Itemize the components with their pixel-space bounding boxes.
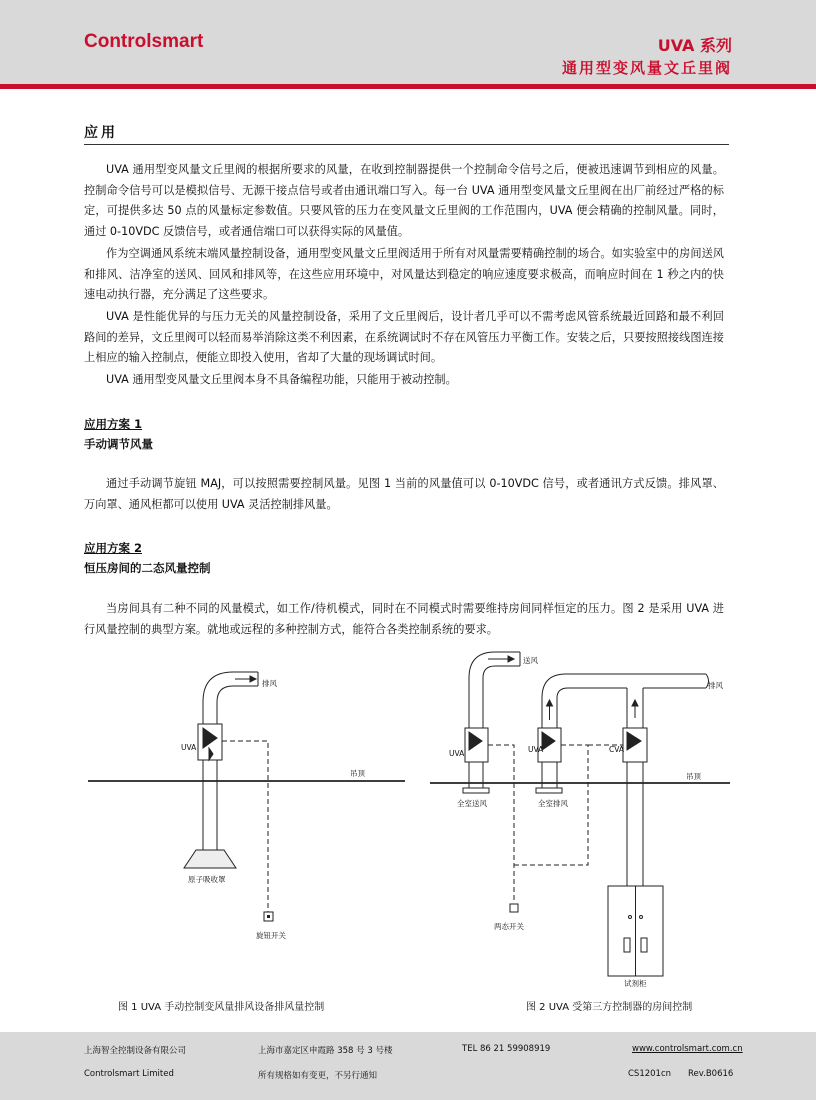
fig1-exhaust-label: 排风	[262, 679, 277, 688]
footer-address: 上海市嘉定区申霞路 358 号 3 号楼	[258, 1046, 393, 1056]
page-header	[0, 0, 816, 89]
fig2-room-exhaust-label: 全室排风	[538, 799, 568, 808]
intro-paragraph-4: UVA 通用型变风量文丘里阀本身不具备编程功能，只能用于被动控制。	[106, 373, 457, 386]
scheme2-text: 当房间具有二种不同的风量模式，如工作/待机模式，同时在不同模式时需要维持房间同样恒定的压力。图 2 是采用 UVA 进行风量控制的典型方案。就地或远程的多种控制方式，能符合各类控制系统的要求。	[84, 602, 724, 636]
figure1-diagram	[88, 672, 405, 921]
product-subtitle: 通用型变风量文丘里阀	[561, 59, 732, 77]
fig2-reagent-cabinet-label: 试剂柜	[624, 979, 647, 988]
fig2-room-supply-label: 全室送风	[457, 799, 487, 808]
product-series: UVA 系列	[657, 36, 732, 55]
fig2-uva1-label: UVA	[449, 749, 465, 758]
fig2-exhaust-label: 排风	[708, 681, 723, 690]
footer-website-link[interactable]: www.controlsmart.com.cn	[632, 1044, 743, 1054]
scheme1-heading: 应用方案 1	[84, 417, 143, 431]
fig2-cva-label: CVA	[609, 745, 625, 754]
section-divider	[84, 144, 729, 145]
fig1-uva-label: UVA	[181, 743, 197, 752]
scheme1-text: 通过手动调节旋钮 MAJ，可以按照需要控制风量。见图 1 当前的风量值可以 0-10VDC 信号，或者通讯方式反馈。排风罩、万向罩、通风柜都可以使用 UVA 灵活控制排风量。	[84, 477, 724, 511]
footer-revision: Rev.B0616	[688, 1069, 734, 1079]
application-diagrams	[0, 640, 816, 1020]
fig2-two-state-switch-label: 两态开关	[494, 922, 524, 931]
intro-paragraph-2: 作为空调通风系统末端风量控制设备，通用型变风量文丘里阀适用于所有对风量需要精确控制的场合。如实验室中的房间送风和排风、洁净室的送风、回风和排风等，在这些应用环境中，对风量达到稳定的响应速度要求极高，而响应时间在 1 秒之内的快速电动执行器，充分满足了这些要求。	[84, 247, 724, 302]
figure2-caption: 图 2 UVA 受第三方控制器的房间控制	[526, 1002, 693, 1013]
fig2-uva2-label: UVA	[528, 745, 544, 754]
page-footer	[0, 1032, 816, 1100]
footer-tel: TEL 86 21 59908919	[462, 1044, 551, 1054]
figure2-diagram	[430, 652, 730, 976]
section-title: 应用	[84, 125, 118, 141]
fig1-hood-label: 原子吸收罩	[188, 875, 226, 884]
footer-company-en: Controlsmart Limited	[84, 1069, 174, 1079]
fig2-ceiling-label: 吊顶	[686, 772, 701, 781]
footer-notice: 所有规格如有变更，不另行通知	[258, 1071, 378, 1081]
footer-doc-code: CS1201cn	[628, 1069, 672, 1079]
footer-company-cn: 上海智全控制设备有限公司	[84, 1046, 187, 1056]
figure1-caption: 图 1 UVA 手动控制变风量排风设备排风量控制	[118, 1002, 325, 1013]
fig1-ceiling-label: 吊顶	[350, 769, 365, 778]
fig1-knob-switch-label: 旋钮开关	[256, 931, 286, 940]
scheme1-subheading: 手动调节风量	[84, 437, 153, 451]
intro-paragraph-3: UVA 是性能优异的与压力无关的风量控制设备，采用了文丘里阀后，设计者几乎可以不需考虑风管系统最近回路和最不利回路间的差异，文丘里阀可以轻而易举消除这类不利因素，在系统调试时不存在风管压力平衡工作。安装之后，只要按照接线图连接上相应的输入控制点，便能立即投入使用，省却了大量的现场调试时间。	[84, 310, 724, 365]
fig2-supply-label: 送风	[523, 656, 538, 665]
intro-paragraph-1: UVA 通用型变风量文丘里阀的根据所要求的风量，在收到控制器提供一个控制命令信号之后，便被迅速调节到相应的风量。控制命令信号可以是模拟信号、无源干接点信号或者由通讯端口写入。每一台 UVA 通用型变风量文丘里阀在出厂前经过严格的标定，可提供多达 50 点的风量标定参数值。只要风管的压力在变风量文丘里阀的工作范围内，UVA 便会精确的控制风量。同时，通过 0-10VDC 反馈信号，或者通信端口可以获得实际的风量值。	[84, 163, 724, 238]
scheme2-heading: 应用方案 2	[84, 541, 143, 555]
figures-area	[0, 640, 816, 1020]
scheme2-subheading: 恒压房间的二态风量控制	[84, 561, 211, 575]
brand-logo-text: Controlsmart	[84, 31, 204, 52]
